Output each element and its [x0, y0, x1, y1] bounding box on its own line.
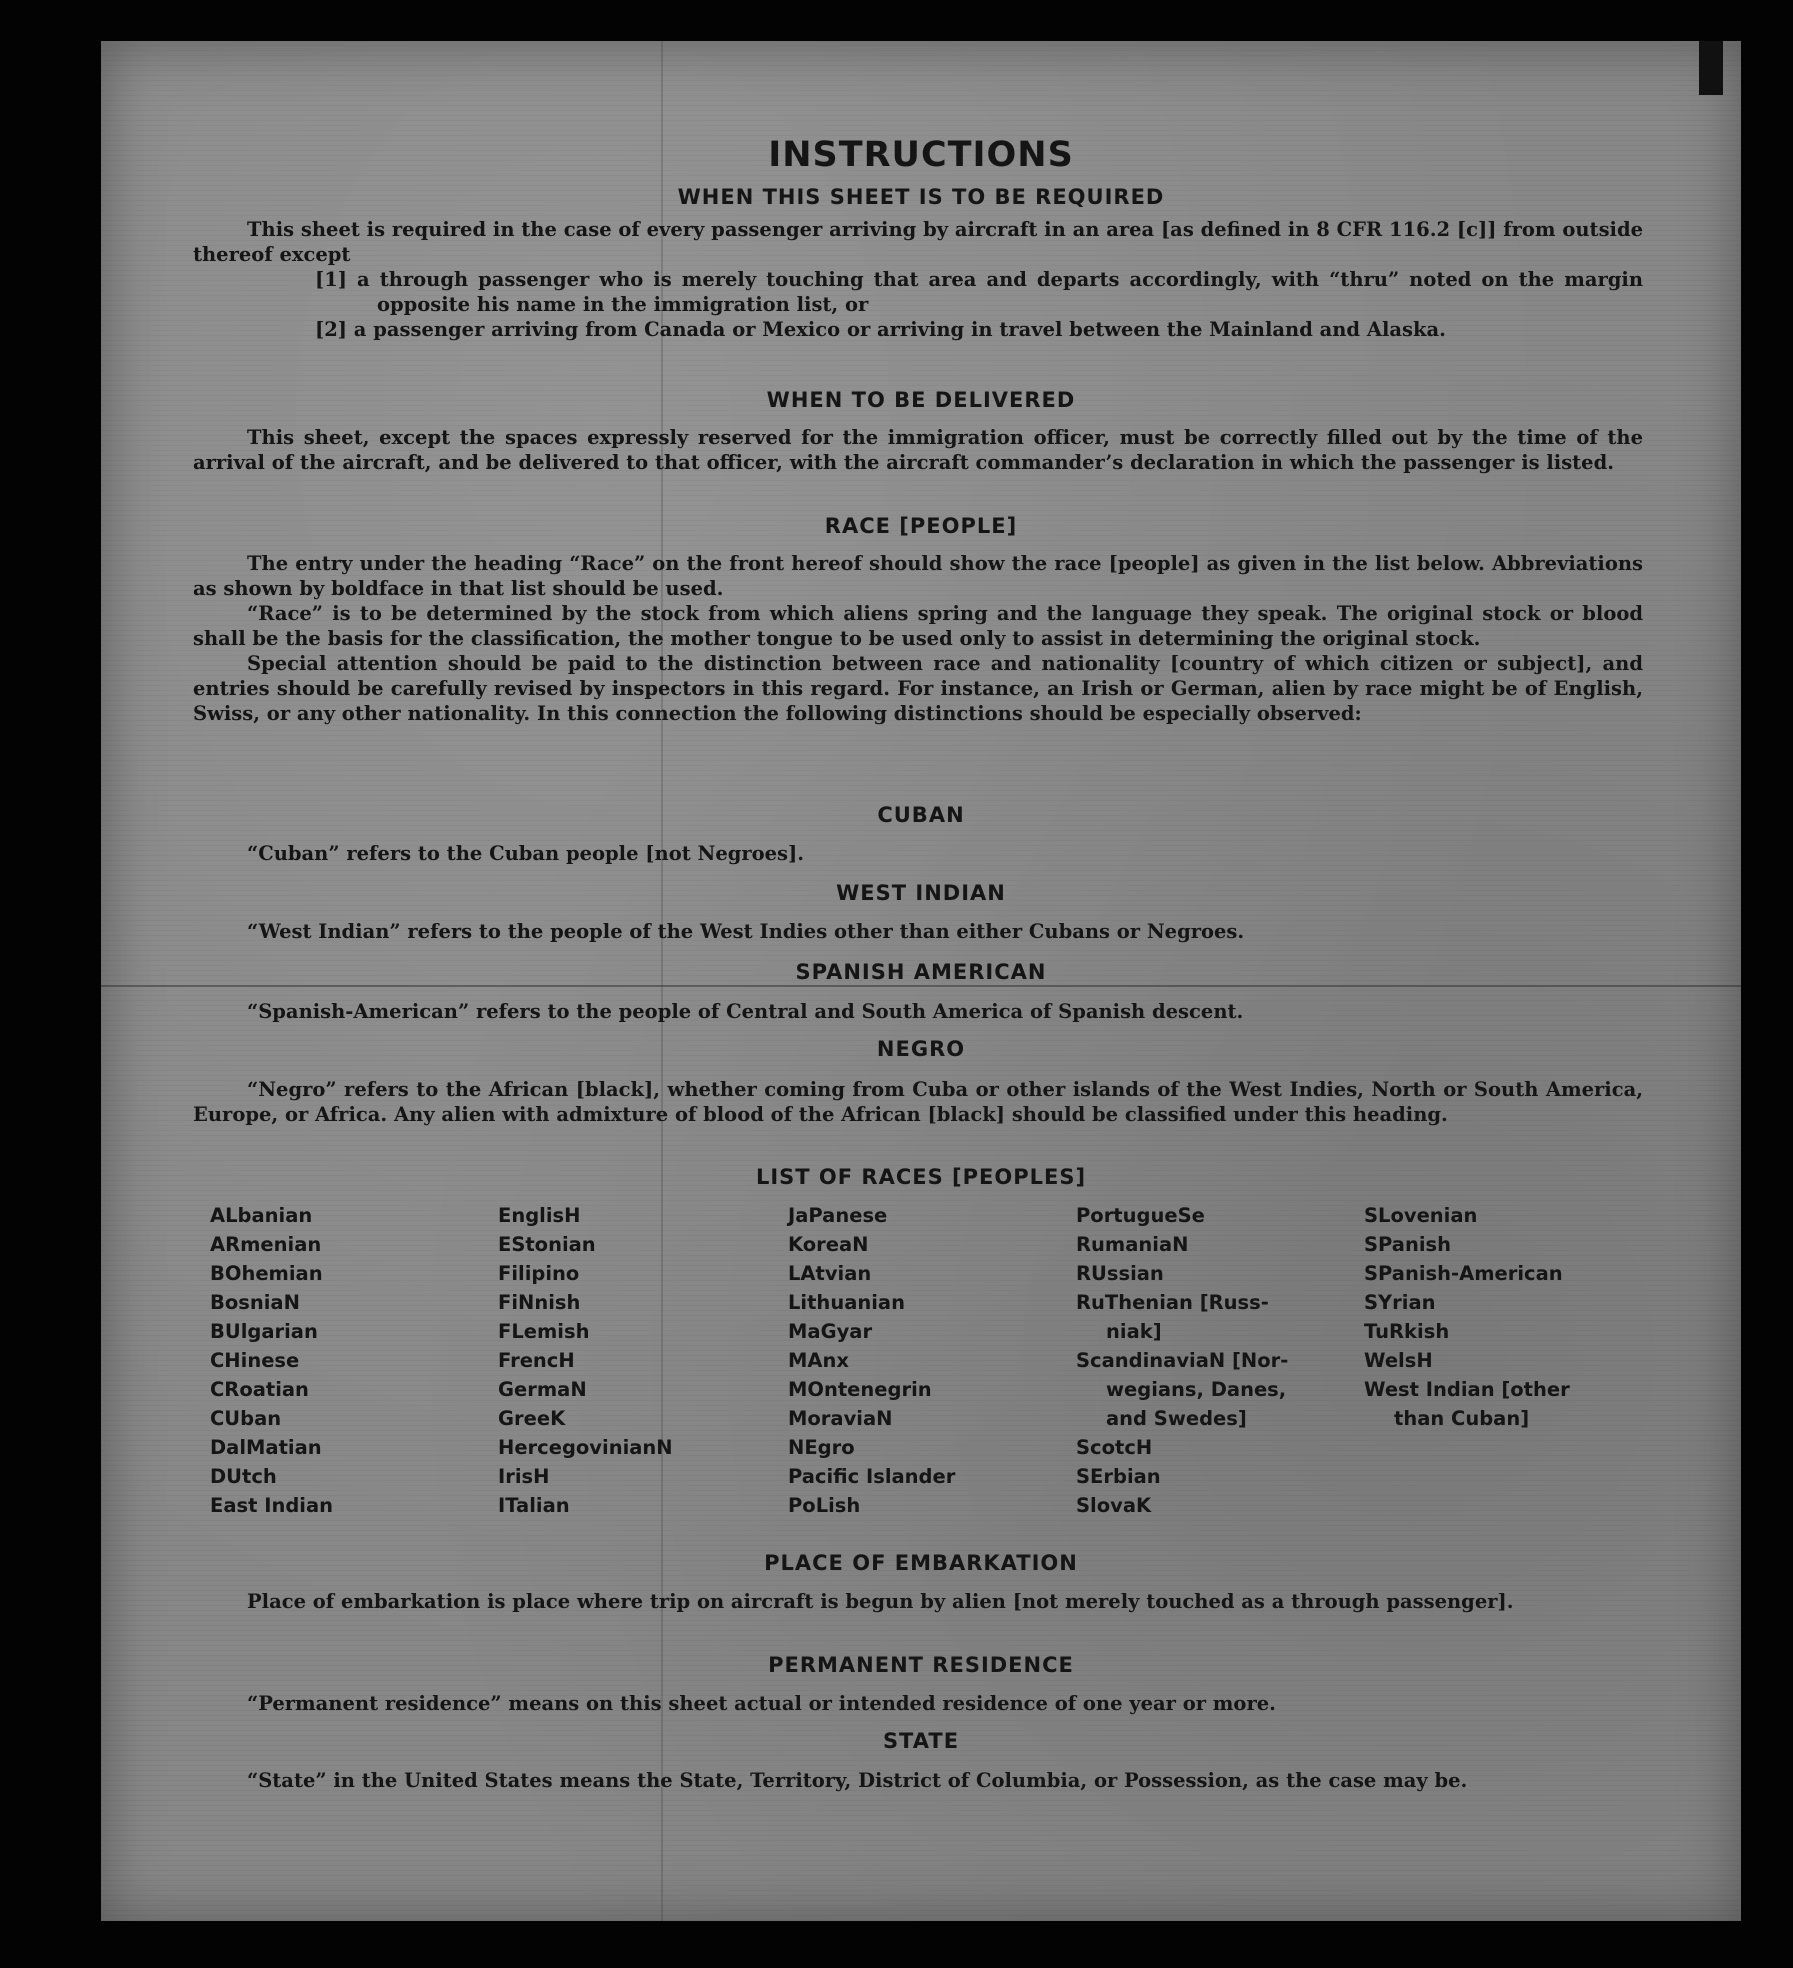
race-entry: West Indian [other — [1364, 1378, 1570, 1401]
race-entry: KoreaN — [788, 1233, 869, 1256]
races-column-3 — [788, 1201, 1078, 1520]
race-entry: EnglisH — [498, 1204, 581, 1227]
text-permanent-residence: “Permanent residence” means on this sheet actual or intended residence of one year or more. — [247, 1692, 1276, 1715]
races-column-5 — [1364, 1201, 1654, 1433]
text-state: “State” in the United States means the State, Territory, District of Columbia, or Possession, as the case may be. — [247, 1769, 1468, 1792]
race-entry: ITalian — [498, 1494, 570, 1517]
document-sheet — [101, 41, 1741, 1921]
race-entry: PoLish — [788, 1494, 861, 1517]
race-entry: FLemish — [498, 1320, 590, 1343]
races-list — [210, 1201, 1710, 1531]
race-entry: SPanish-American — [1364, 1262, 1563, 1285]
heading-spanish-american: SPANISH AMERICAN — [795, 960, 1047, 984]
text-race-paragraph-2: “Race” is to be determined by the stock from which aliens spring and the language they speak. The original stock or blood shall be the basis for the classification, the mother tongue to be used only to assist in determining the original stock. — [193, 602, 1643, 650]
race-entry: HercegovinianN — [498, 1436, 673, 1459]
race-entry: CRoatian — [210, 1378, 309, 1401]
text-place-of-embarkation: Place of embarkation is place where trip on aircraft is begun by alien [not merely touched as a through passenger]. — [247, 1590, 1514, 1613]
race-entry: and Swedes] — [1106, 1407, 1247, 1430]
text-race-paragraphs — [193, 551, 1643, 726]
heading-cuban: CUBAN — [877, 803, 965, 827]
race-entry: East Indian — [210, 1494, 334, 1517]
text-spanish-american: “Spanish-American” refers to the people of Central and South America of Spanish descent. — [247, 1000, 1244, 1023]
race-entry: DalMatian — [210, 1436, 322, 1459]
race-entry: BosniaN — [210, 1291, 300, 1314]
race-entry: niak] — [1106, 1320, 1162, 1343]
text-when-required-intro: This sheet is required in the case of every passenger arriving by aircraft in an area [as defined in 8 CFR 116.2 [c]] from outside thereof except — [193, 218, 1643, 266]
race-entry: Filipino — [498, 1262, 580, 1285]
race-entry: MaGyar — [788, 1320, 873, 1343]
race-entry: RUssian — [1076, 1262, 1164, 1285]
races-column-2 — [498, 1201, 788, 1520]
race-entry: Lithuanian — [788, 1291, 905, 1314]
race-entry: MoraviaN — [788, 1407, 893, 1430]
race-entry: ALbanian — [210, 1204, 313, 1227]
text-race-paragraph-1: The entry under the heading “Race” on the front hereof should show the race [people] as given in the list below. Abbreviations as shown by boldface in that list should be used. — [193, 552, 1643, 600]
text-when-delivered: This sheet, except the spaces expressly reserved for the immigration officer, must be correctly filled out by the time of the arrival of the aircraft, and be delivered to that officer, with the aircraft commander’s declaration in which the passenger is listed. — [193, 426, 1643, 474]
race-entry: PortugueSe — [1076, 1204, 1205, 1227]
race-entry: RuThenian [Russ- — [1076, 1291, 1269, 1314]
race-entry: CHinese — [210, 1349, 300, 1372]
race-entry: wegians, Danes, — [1106, 1378, 1287, 1401]
race-entry: JaPanese — [788, 1204, 888, 1227]
race-entry: GreeK — [498, 1407, 566, 1430]
race-entry: GermaN — [498, 1378, 587, 1401]
text-west-indian: “West Indian” refers to the people of the West Indies other than either Cubans or Negroes. — [247, 920, 1245, 943]
race-entry: Pacific Islander — [788, 1465, 956, 1488]
race-entry: TuRkish — [1364, 1320, 1450, 1343]
race-entry: SErbian — [1076, 1465, 1161, 1488]
race-entry: CUban — [210, 1407, 282, 1430]
race-entry: MOntenegrin — [788, 1378, 932, 1401]
text-negro: “Negro” refers to the African [black], whether coming from Cuba or other islands of the West Indies, North or South America, Europe, or Africa. Any alien with admixture of blood of the African [black] should be classified under this heading. — [193, 1078, 1643, 1126]
race-entry: RumaniaN — [1076, 1233, 1189, 1256]
races-column-1 — [210, 1201, 500, 1520]
list-item-through-passenger: [1] a through passenger who is merely touching that area and departs accordingly, with “thru” noted on the margin opposite his name in the immigration list, or — [315, 268, 1643, 316]
race-entry: DUtch — [210, 1465, 277, 1488]
race-entry: IrisH — [498, 1465, 550, 1488]
instructions-content — [101, 41, 1741, 1921]
race-entry: FrencH — [498, 1349, 575, 1372]
race-entry: BUlgarian — [210, 1320, 318, 1343]
race-entry: EStonian — [498, 1233, 596, 1256]
race-entry: FiNnish — [498, 1291, 581, 1314]
race-entry: ScotcH — [1076, 1436, 1153, 1459]
race-entry: than Cuban] — [1394, 1407, 1530, 1430]
heading-race: RACE [PEOPLE] — [824, 514, 1018, 538]
heading-negro: NEGRO — [876, 1037, 966, 1061]
list-item-canada-mexico: [2] a passenger arriving from Canada or Mexico or arriving in travel between the Mainland and Alaska. — [315, 318, 1446, 341]
heading-when-delivered: WHEN TO BE DELIVERED — [766, 388, 1076, 412]
race-entry: WelsH — [1364, 1349, 1433, 1372]
race-entry: NEgro — [788, 1436, 855, 1459]
heading-when-required: WHEN THIS SHEET IS TO BE REQUIRED — [677, 185, 1165, 209]
heading-state: STATE — [882, 1729, 960, 1753]
race-entry: SPanish — [1364, 1233, 1452, 1256]
race-entry: LAtvian — [788, 1262, 872, 1285]
race-entry: ScandinaviaN [Nor- — [1076, 1349, 1289, 1372]
races-column-4 — [1076, 1201, 1366, 1520]
race-entry: SYrian — [1364, 1291, 1436, 1314]
race-entry: MAnx — [788, 1349, 849, 1372]
race-entry: SLovenian — [1364, 1204, 1478, 1227]
race-entry: SlovaK — [1076, 1494, 1152, 1517]
heading-list-of-races: LIST OF RACES [PEOPLES] — [755, 1165, 1087, 1189]
page-title: INSTRUCTIONS — [768, 135, 1074, 175]
race-entry: ARmenian — [210, 1233, 322, 1256]
text-cuban: “Cuban” refers to the Cuban people [not Negroes]. — [247, 842, 805, 865]
heading-west-indian: WEST INDIAN — [836, 881, 1006, 905]
race-entry: BOhemian — [210, 1262, 323, 1285]
heading-place-of-embarkation: PLACE OF EMBARKATION — [764, 1551, 1078, 1575]
text-race-paragraph-3: Special attention should be paid to the distinction between race and nationality [country of which citizen or subject], and entries should be carefully revised by inspectors in this regard. For instance, an Irish or German, alien by race might be of English, Swiss, or any other nationality. In this connection the following distinctions should be especially observed: — [193, 652, 1643, 725]
heading-permanent-residence: PERMANENT RESIDENCE — [768, 1653, 1074, 1677]
